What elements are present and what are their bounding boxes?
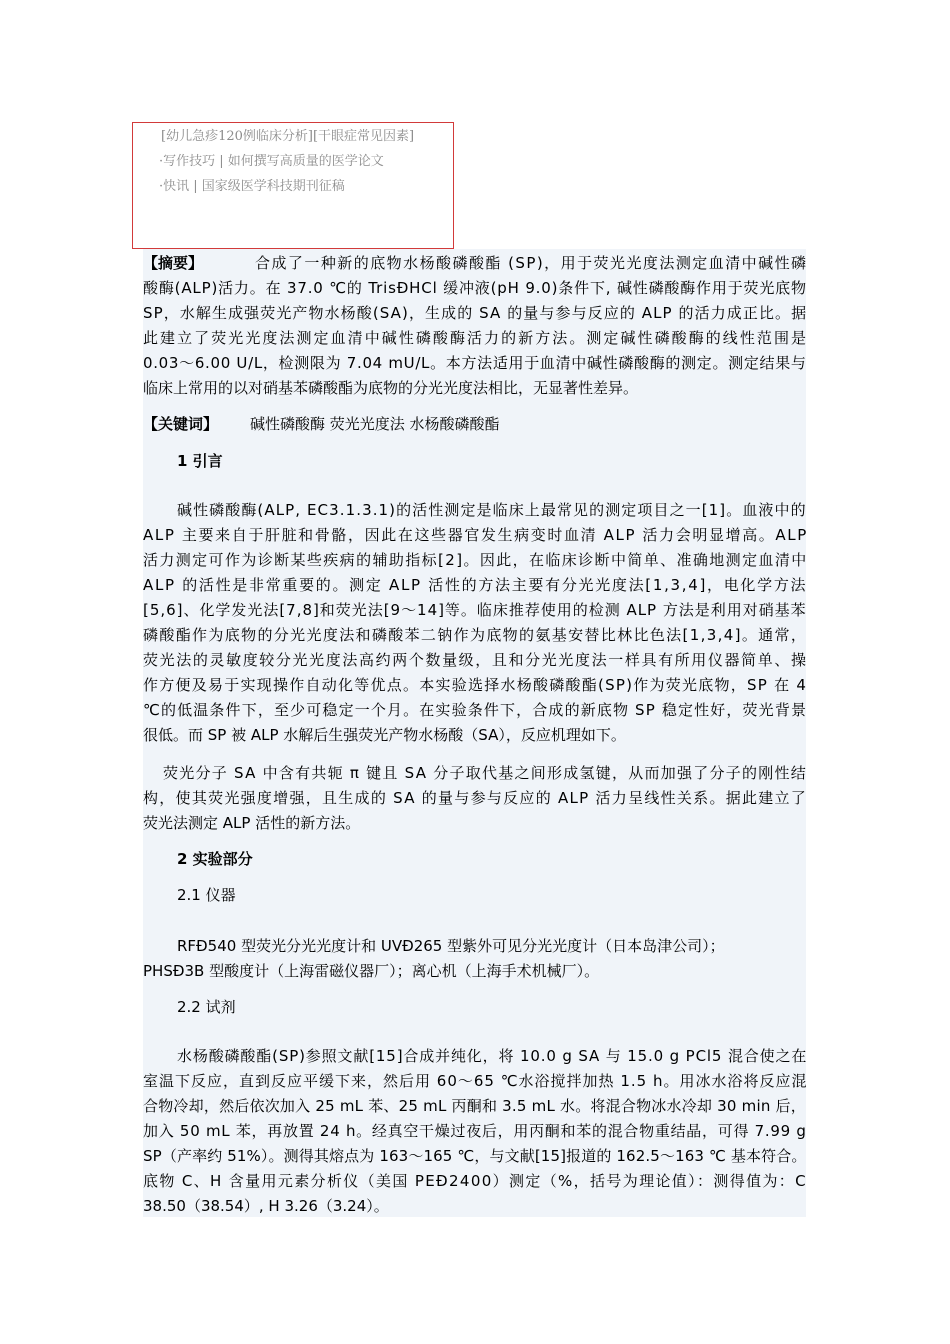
paragraph-line: 磷酸酯作为底物的分光光度法和磷酸苯二钠作为底物的氨基安替比林比色法[1,3,4]。通常，: [143, 626, 808, 644]
paragraph-line: 室温下反应，直到反应平缓下来，然后用 60～65 ℃水浴搅拌加热 1.5 h。用冰水浴将反应混: [143, 1072, 808, 1090]
paragraph-line: RFÐ540 型荧光分光光度计和 UVÐ265 型紫外可见分光光度计（日本岛津公司）；: [177, 937, 725, 955]
abstract-line: 临床上常用的以对硝基苯磷酸酯为底物的分光光度法相比，无显著性差异。: [143, 379, 639, 397]
paragraph-line: ℃的低温条件下，至少可稳定一个月。在实验条件下，合成的新底物 SP 稳定性好，荧光背景: [143, 701, 808, 719]
paragraph-line: 荧光法测定 ALP 活性的新方法。: [143, 814, 361, 832]
link-journal-call[interactable]: ·快讯 | 国家级医学科技期刊征稿: [159, 179, 345, 194]
abstract-line: 合成了一种新的底物水杨酸磷酸酯 (SP)，用于荧光光度法测定血清中碱性磷: [255, 254, 808, 272]
section-heading-experimental: 2 实验部分: [177, 850, 253, 868]
abstract-line: 酸酶(ALP)活力。在 37.0 ℃的 TrisÐHCl 缓冲液(pH 9.0)条件下, 碱性磷酸酶作用于荧光底物: [143, 279, 807, 297]
paragraph-line: [5,6]、化学发光法[7,8]和荧光法[9～14]等。临床推荐使用的检测 ALP 方法是利用对硝基苯: [143, 601, 807, 619]
subsection-heading-reagents: 2.2 试剂: [177, 998, 236, 1016]
paragraph-line: 构，使其荧光强度增强，且生成的 SA 的量与参与反应的 ALP 活力呈线性关系。据此建立了: [143, 789, 808, 807]
abstract-label: 【摘要】: [143, 254, 204, 272]
paragraph-line: 荧光法的灵敏度较分光光度法高约两个数量级，且和分光光度法一样具有所用仪器简单、操: [143, 651, 808, 669]
related-links-box: [132, 122, 454, 249]
link-writing-tips[interactable]: ·写作技巧 | 如何撰写高质量的医学论文: [159, 154, 384, 169]
link-dry-eye-factors[interactable]: [干眼症常见因素]: [312, 129, 415, 144]
related-links-top-row: [161, 128, 414, 146]
paragraph-line: 碱性磷酸酶(ALP, EC3.1.3.1)的活性测定是临床上最常见的测定项目之一[1]。血液中的: [177, 501, 807, 519]
paragraph-line: PHSÐ3B 型酸度计（上海雷磁仪器厂）；离心机（上海手术机械厂）。: [143, 962, 600, 980]
paragraph-line: 活力测定可作为诊断某些疾病的辅助指标[2]。因此，在临床诊断中简单、准确地测定血清中: [143, 551, 808, 569]
abstract-line: 此建立了荧光光度法测定血清中碱性磷酸酶活力的新方法。测定碱性磷酸酶的线性范围是: [143, 329, 809, 347]
paragraph-line: ALP 的活性是非常重要的。测定 ALP 活性的方法主要有分光光度法[1,3,4]，电化学方法: [143, 576, 808, 594]
paragraph-line: 荧光分子 SA 中含有共轭 π 键且 SA 分子取代基之间形成氢键，从而加强了分子的刚性结: [163, 764, 808, 782]
keywords-label: 【关键词】: [143, 415, 219, 433]
paragraph-line: ALP 主要来自于肝脏和骨骼，因此在这些器官发生病变时血清 ALP 活力会明显增高。ALP: [143, 526, 808, 544]
paragraph-line: SP（产率约 51%）。测得其熔点为 163～165 ℃，与文献[15]报道的 162.5～163 ℃ 基本符合。: [143, 1147, 807, 1165]
paragraph-line: 加入 50 mL 苯，再放置 24 h。经真空干燥过夜后，用丙酮和苯的混合物重结晶，可得 7.99 g: [143, 1122, 807, 1140]
paragraph-line: 水杨酸磷酸酯(SP)参照文献[15]合成并纯化，将 10.0 g SA 与 15.0 g PCl5 混合使之在: [177, 1047, 808, 1065]
abstract-line: 0.03～6.00 U/L，检测限为 7.04 mU/L。本方法适用于血清中碱性磷酸酶的测定。测定结果与: [143, 354, 807, 372]
abstract-line: SP，水解生成强荧光产物水杨酸(SA)，生成的 SA 的量与参与反应的 ALP 的活力成正比。据: [143, 304, 808, 322]
subsection-heading-instruments: 2.1 仪器: [177, 886, 236, 904]
paragraph-line: 合物冷却，然后依次加入 25 mL 苯、25 mL 丙酮和 3.5 mL 水。将混合物冰水冷却 30 min 后，: [143, 1097, 806, 1115]
paragraph-line: 作方便及易于实现操作自动化等优点。本实验选择水杨酸磷酸酯(SP)作为荧光底物，SP 在 4: [143, 676, 808, 694]
paragraph-line: 很低。而 SP 被 ALP 水解后生强荧光产物水杨酸（SA），反应机理如下。: [143, 726, 626, 744]
paragraph-line: 38.50（38.54）, H 3.26（3.24）。: [143, 1197, 389, 1215]
keywords-text: 碱性磷酸酶 荧光光度法 水杨酸磷酸酯: [250, 415, 500, 433]
link-roseola-analysis[interactable]: [幼儿急疹120例临床分析]: [161, 129, 313, 144]
paragraph-line: 底物 C、H 含量用元素分析仪（美国 PEÐ2400）测定（%，括号为理论值）：测得值为：C: [143, 1172, 807, 1190]
section-heading-introduction: 1 引言: [177, 452, 223, 470]
